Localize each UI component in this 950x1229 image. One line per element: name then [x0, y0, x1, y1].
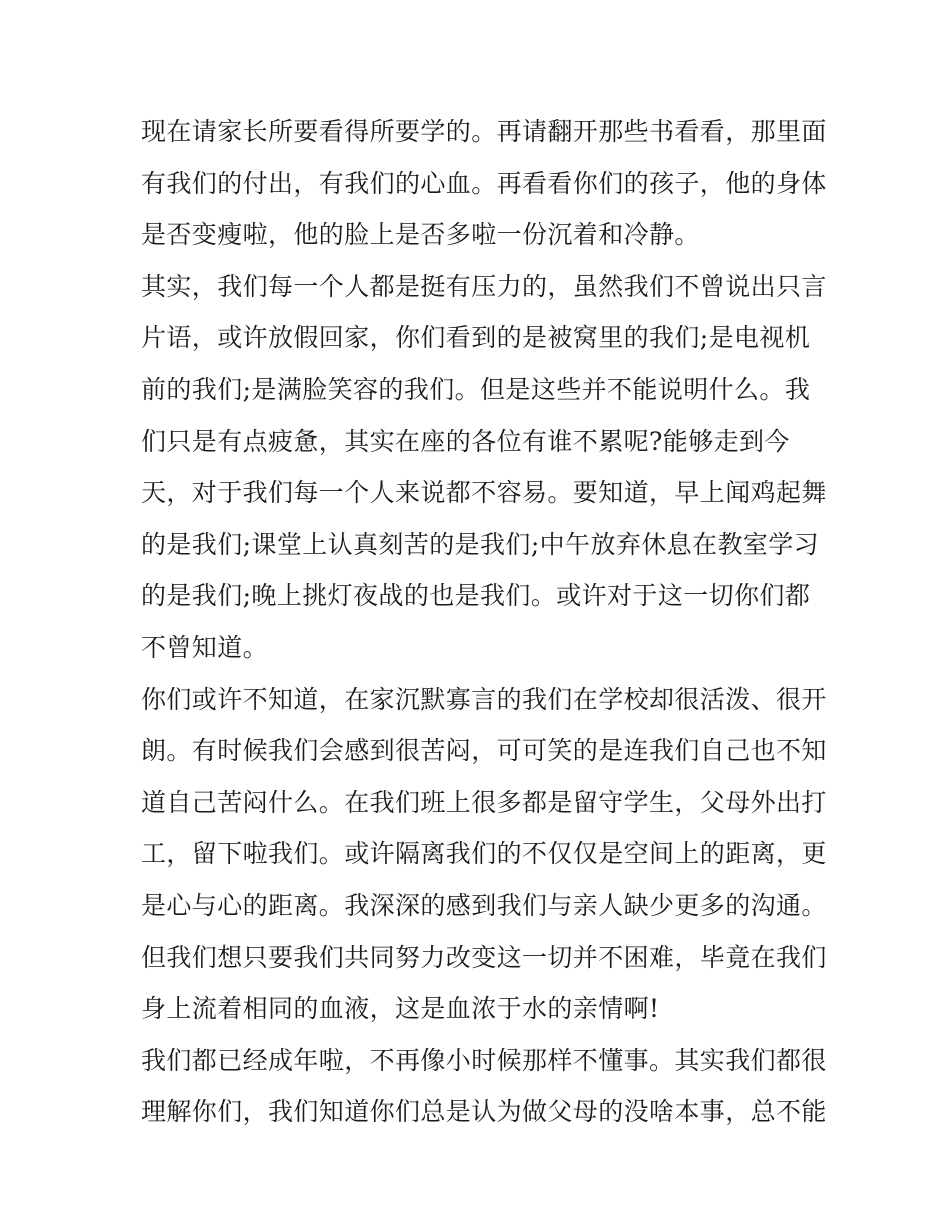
text-line: 天，对于我们每一个人来说都不容易。要知道，早上闻鸡起舞	[141, 478, 827, 508]
text-line: 前的我们;是满脸笑容的我们。但是这些并不能说明什么。我	[141, 374, 811, 404]
text-line: 片语，或许放假回家，你们看到的是被窝里的我们;是电视机	[141, 323, 811, 353]
text-line: 但我们想只要我们共同努力改变这一切并不困难，毕竟在我们	[141, 942, 827, 972]
text-line: 不曾知道。	[141, 632, 269, 662]
text-line: 是心与心的距离。我深深的感到我们与亲人缺少更多的沟通。	[141, 890, 827, 920]
text-line: 道自己苦闷什么。在我们班上很多都是留守学生，父母外出打	[141, 787, 827, 817]
text-line: 身上流着相同的血液，这是血浓于水的亲情啊!	[141, 994, 660, 1024]
text-line: 工，留下啦我们。或许隔离我们的不仅仅是空间上的距离，更	[141, 839, 827, 869]
text-line: 我们都已经成年啦，不再像小时候那样不懂事。其实我们都很	[141, 1045, 827, 1075]
text-line: 现在请家长所要看得所要学的。再请翻开那些书看看，那里面	[141, 117, 827, 146]
text-line: 是否变瘦啦，他的脸上是否多啦一份沉着和冷静。	[141, 220, 700, 250]
text-line: 的是我们;晚上挑灯夜战的也是我们。或许对于这一切你们都	[141, 581, 811, 611]
body-text	[141, 106, 827, 1138]
text-line: 有我们的付出，有我们的心血。再看看你们的孩子，他的身体	[141, 168, 827, 198]
text-line: 其实，我们每一个人都是挺有压力的，虽然我们不曾说出只言	[141, 271, 827, 301]
text-line: 理解你们，我们知道你们总是认为做父母的没啥本事，总不能	[141, 1097, 827, 1127]
text-line: 朗。有时候我们会感到很苦闷，可可笑的是连我们自己也不知	[141, 736, 827, 766]
text-line: 你们或许不知道，在家沉默寡言的我们在学校却很活泼、很开	[141, 684, 827, 714]
text-line: 们只是有点疲惫，其实在座的各位有谁不累呢?能够走到今	[141, 426, 790, 456]
text-line: 的是我们;课堂上认真刻苦的是我们;中午放弃休息在教室学习	[141, 529, 820, 559]
